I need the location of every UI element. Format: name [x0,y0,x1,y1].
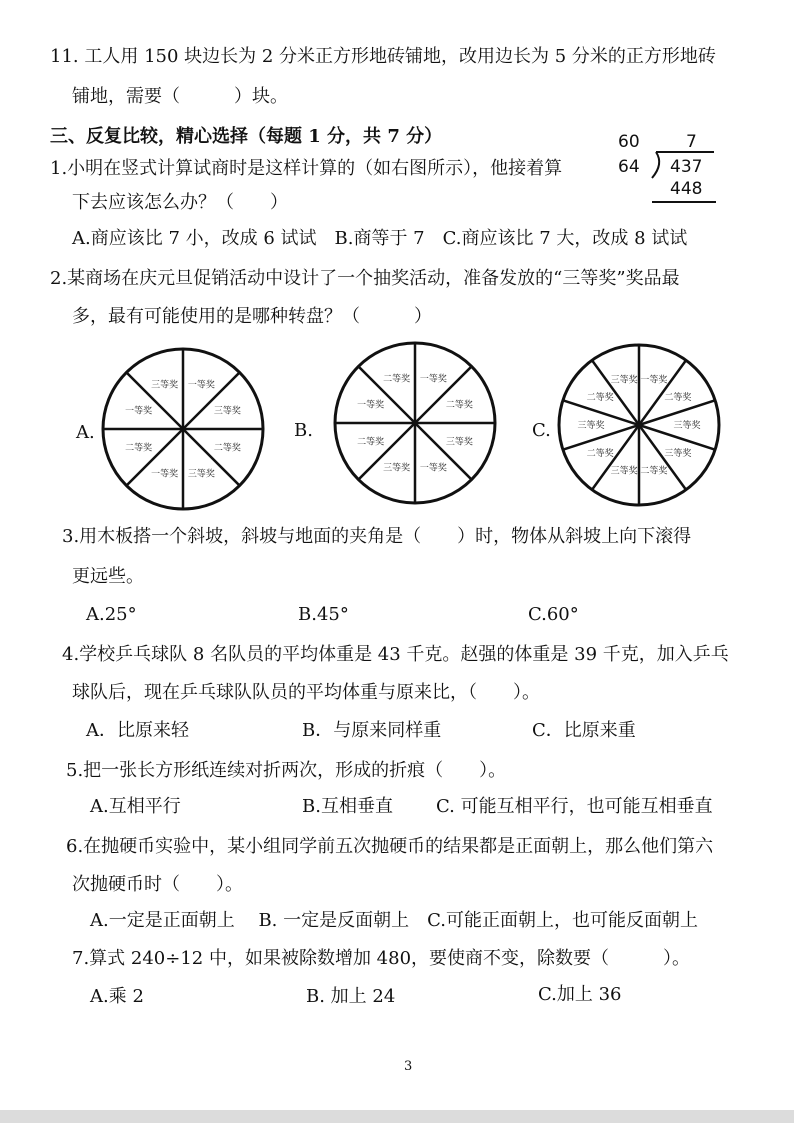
wheel-sector-label: 二等奖 [640,466,668,477]
q4-line1: 4.学校乒乓球队 8 名队员的平均体重是 43 千克。赵强的体重是 39 千克，加入乒乓 [62,644,729,665]
q4-option-c: C．比原来重 [532,720,636,741]
wheel-sector-label: 二等奖 [586,449,614,460]
q7-option-b: B. 加上 24 [306,986,396,1007]
wheel-center [181,427,185,431]
wheel-sector-label: 三等奖 [664,449,692,460]
q4-line2: 球队后，现在乒乓球队队员的平均体重与原来比，（ ）。 [72,682,540,703]
wheel-sector-label: 一等奖 [419,463,447,474]
division-trial-mark: 60 [618,132,640,152]
wheel-sector-label: 二等奖 [445,400,473,411]
wheel-sector-label: 一等奖 [419,374,447,385]
long-division-figure [612,128,722,210]
division-dividend: 437 [670,157,703,177]
q5-option-a: A.互相平行 [90,796,181,817]
q7-option-a: A.乘 2 [90,986,144,1007]
q6-options: A.一定是正面朝上 B. 一定是反面朝上 C.可能正面朝上，也可能反面朝上 [90,910,698,931]
wheel-sector-label: 三等奖 [610,375,638,386]
wheel-sector-label: 三等奖 [213,406,241,417]
wheel-b-label: B. [294,420,313,441]
q5-line1: 5.把一张长方形纸连续对折两次，形成的折痕（ ）。 [66,760,507,781]
spinner-wheel-c [554,340,724,510]
wheel-sector-label: 三等奖 [383,463,411,474]
q4-option-b: B．与原来同样重 [302,720,442,741]
wheel-sector-label: 二等奖 [125,443,153,454]
wheel-center [413,421,417,425]
q11-line2: 铺地，需要（ ）块。 [72,86,288,107]
q5-option-b: B.互相垂直 [302,796,393,817]
wheel-sector-label: 一等奖 [640,375,668,386]
wheel-sector-label: 三等奖 [151,380,179,391]
spinner-wheel-a [98,344,268,514]
q1-line2: 下去应该怎么办？（ ） [72,192,288,213]
q3-line1: 3.用木板搭一个斜坡，斜坡与地面的夹角是（ ）时，物体从斜坡上向下滚得 [62,526,692,547]
division-quotient: 7 [686,132,697,152]
division-product: 448 [670,179,703,199]
wheel-center [637,423,641,427]
q3-option-a: A.25° [86,604,137,625]
wheel-sector-label: 三等奖 [445,437,473,448]
q4-option-a: A．比原来轻 [86,720,189,741]
q7-option-c: C.加上 36 [538,984,622,1005]
wheel-sector-label: 一等奖 [125,406,153,417]
q6-line2: 次抛硬币时（ ）。 [72,874,243,895]
wheel-sector-label: 二等奖 [383,374,411,385]
wheel-sector-label: 一等奖 [357,400,385,411]
q1-line1: 1.小明在竖式计算试商时是这样计算的（如右图所示），他接着算 [50,158,563,179]
wheel-sector-label: 三等奖 [673,421,701,431]
q3-line2: 更远些。 [72,566,144,587]
q3-option-c: C.60° [528,604,579,625]
wheel-sector-label: 三等奖 [577,421,605,431]
wheel-sector-label: 二等奖 [357,437,385,448]
wheel-sector-label: 三等奖 [610,466,638,477]
wheel-sector-label: 一等奖 [187,380,215,391]
q5-option-c: C. 可能互相平行，也可能互相垂直 [436,796,713,817]
page-number: 3 [404,1059,413,1074]
q3-option-b: B.45° [298,604,349,625]
q2-line2: 多，最有可能使用的是哪种转盘？（ ） [72,306,432,327]
wheel-c-label: C. [532,420,551,441]
q1-options: A.商应该比 7 小，改成 6 试试 B.商等于 7 C.商应该比 7 大，改成 8 试试 [72,228,688,249]
wheel-sector-label: 一等奖 [151,469,179,480]
wheel-sector-label: 二等奖 [586,392,614,403]
wheel-sector-label: 三等奖 [187,469,215,480]
q11-line1: 11. 工人用 150 块边长为 2 分米正方形地砖铺地，改用边长为 5 分米的正方形地砖 [50,46,716,67]
q2-line1: 2.某商场在庆元旦促销活动中设计了一个抽奖活动，准备发放的“三等奖”奖品最 [50,268,680,289]
wheel-sector-label: 二等奖 [213,443,241,454]
q7-line1: 7.算式 240÷12 中，如果被除数增加 480，要使商不变，除数要（ ）。 [72,948,691,969]
section-heading: 三、反复比较，精心选择（每题 1 分，共 7 分） [50,126,443,147]
q6-line1: 6.在抛硬币实验中，某小组同学前五次抛硬币的结果都是正面朝上，那么他们第六 [66,836,714,857]
scan-bottom-edge [0,1110,794,1123]
wheel-a-label: A. [76,422,95,443]
spinner-wheel-b [330,338,500,508]
wheel-sector-label: 二等奖 [664,392,692,403]
division-divisor: 64 [618,157,640,177]
